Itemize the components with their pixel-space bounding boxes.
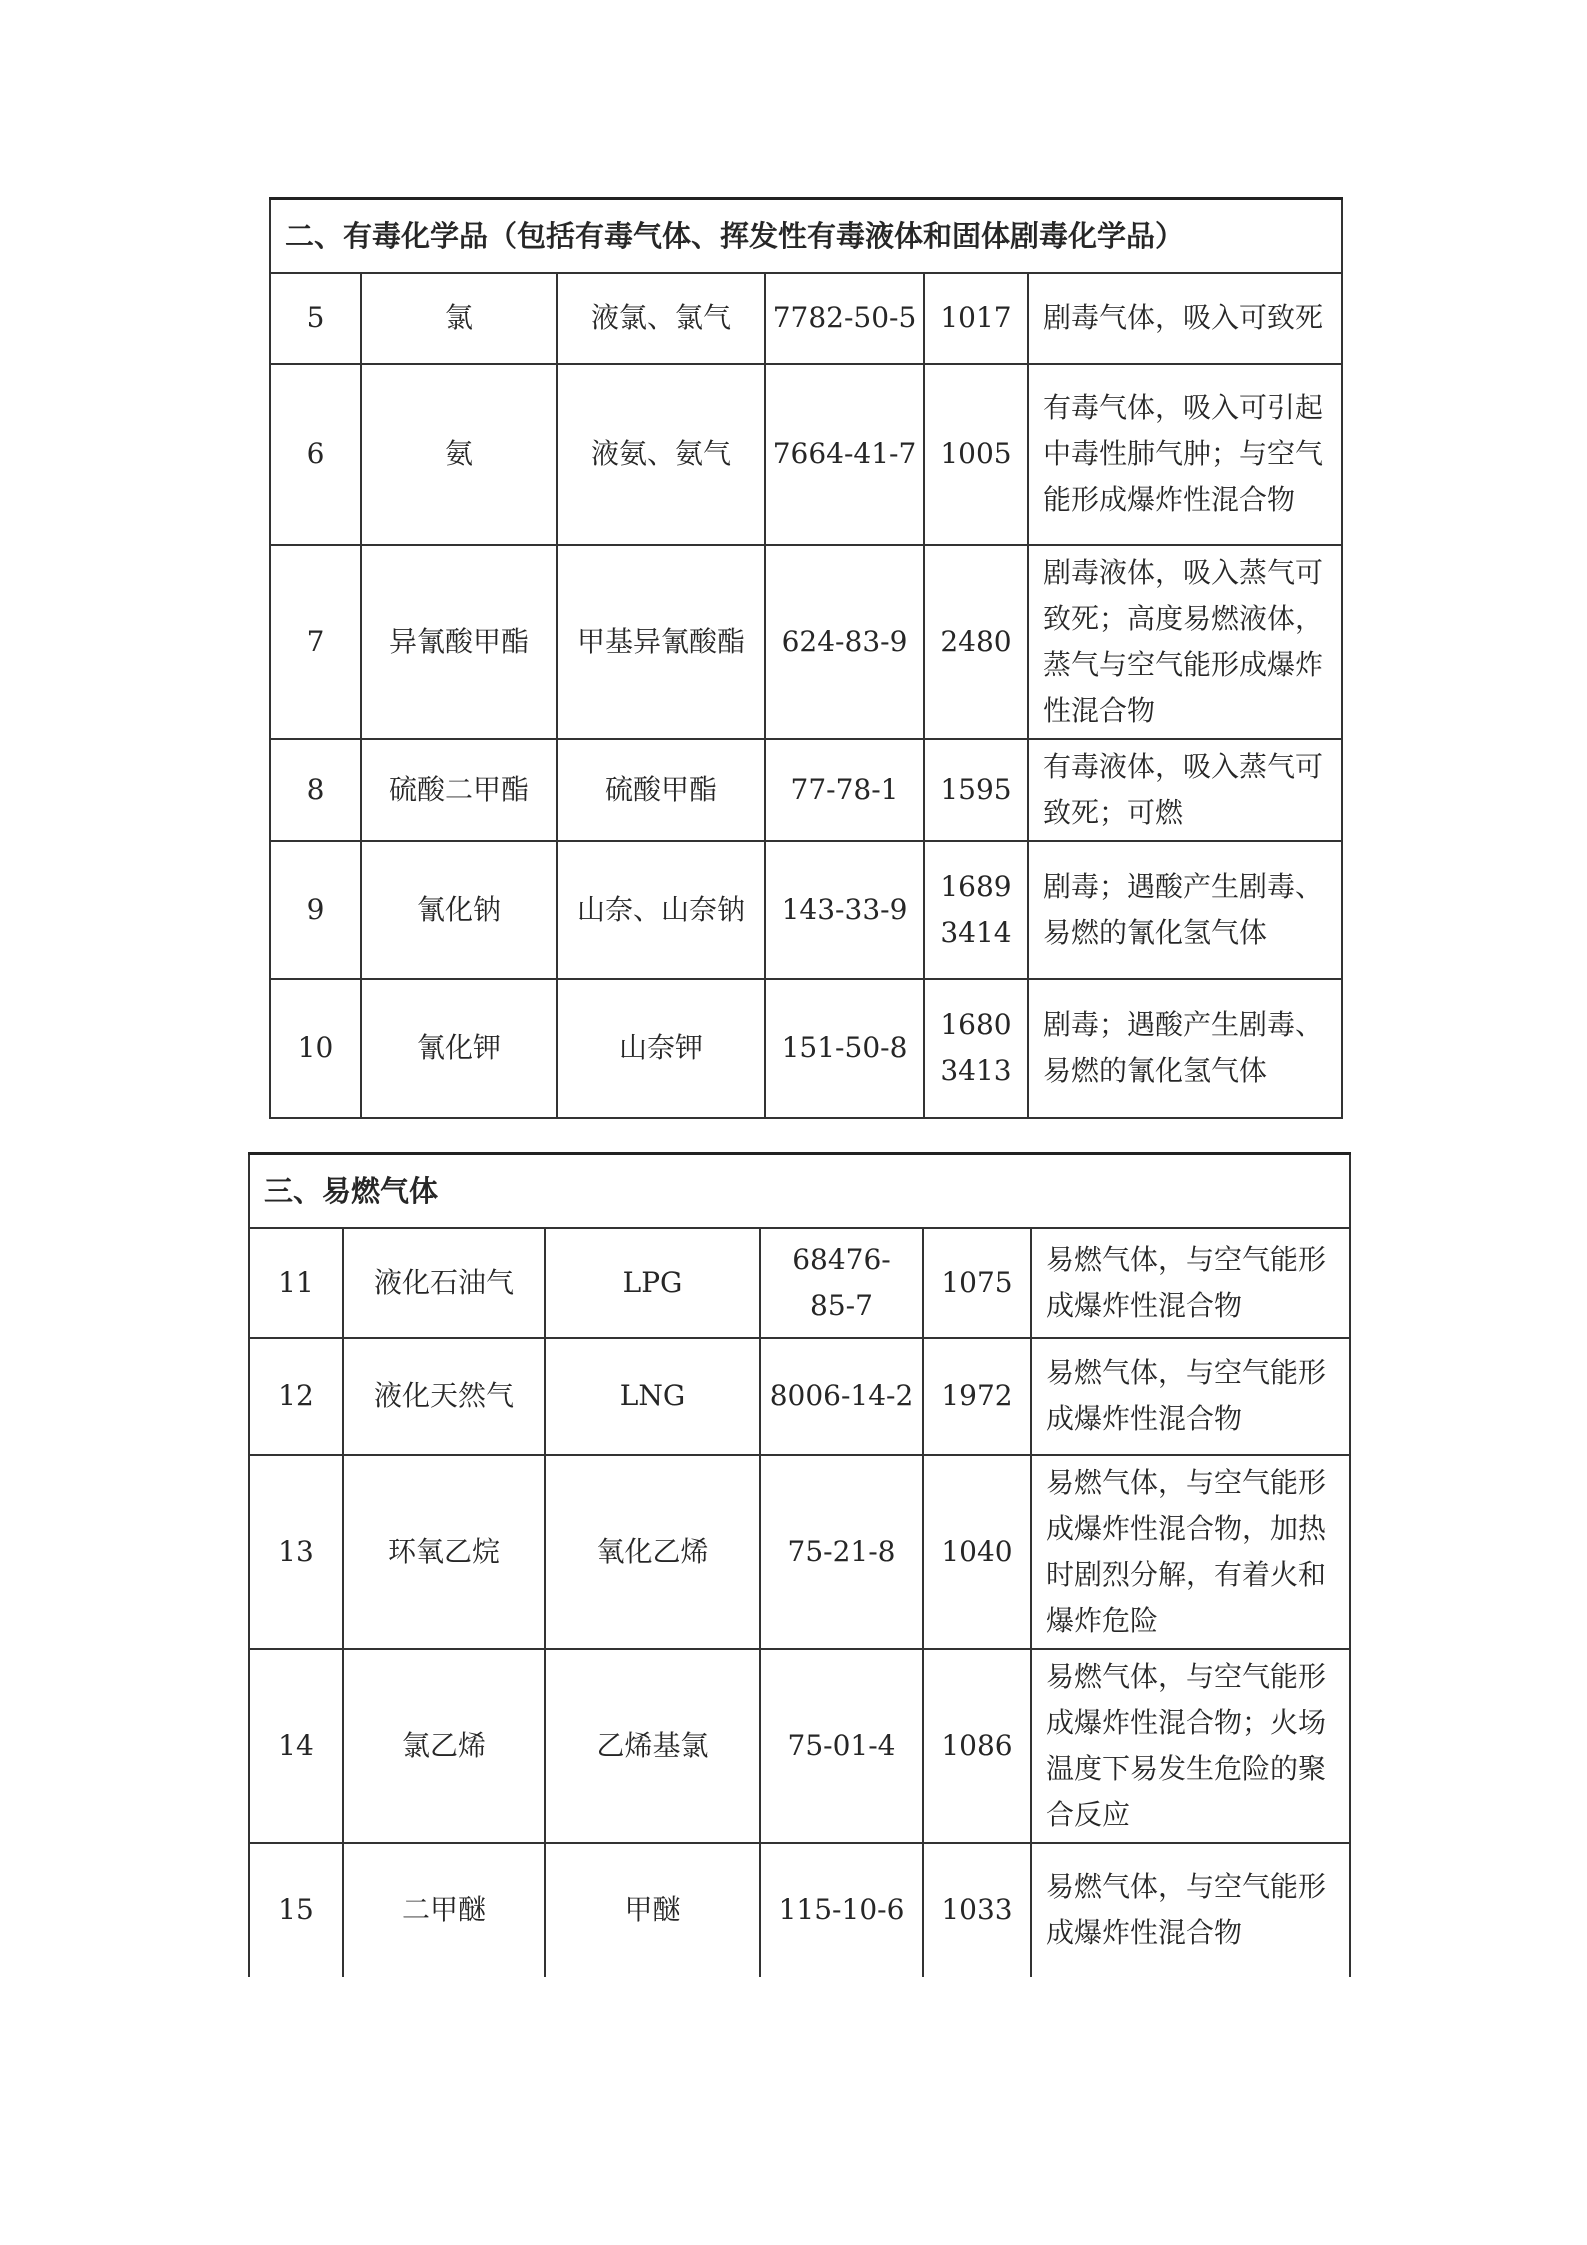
cas-number: 143-33-9 [765, 841, 924, 979]
row-number: 12 [249, 1338, 343, 1455]
section-title: 二、有毒化学品（包括有毒气体、挥发性有毒液体和固体剧毒化学品） [270, 199, 1342, 273]
row-number: 7 [270, 545, 361, 739]
un-number-value: 1972 [941, 1379, 1013, 1412]
hazard-description: 易燃气体，与空气能形成爆炸性混合物，加热时剧烈分解，有着火和爆炸危险 [1031, 1455, 1350, 1649]
hazard-description: 剧毒气体，吸入可致死 [1028, 273, 1342, 364]
chemical-name: 液化天然气 [343, 1338, 545, 1455]
chemical-name: 环氧乙烷 [343, 1455, 545, 1649]
un-number-value: 1040 [941, 1534, 1013, 1568]
un-number-value: 1680 [940, 1008, 1012, 1041]
cas-number: 75-21-8 [760, 1455, 923, 1649]
un-number-value: 3414 [940, 915, 1012, 949]
chemical-name: 氰化钾 [361, 979, 557, 1118]
row-number: 9 [270, 841, 361, 979]
row-number: 8 [270, 739, 361, 841]
row-number: 14 [249, 1649, 343, 1843]
toxic-chemicals-table [269, 197, 1343, 1119]
un-number [923, 1455, 1031, 1649]
un-number [924, 364, 1028, 545]
chemical-alias: 氧化乙烯 [545, 1455, 760, 1649]
un-number [923, 1843, 1031, 1977]
chemical-name: 硫酸二甲酯 [361, 739, 557, 841]
chemical-alias: 硫酸甲酯 [557, 739, 765, 841]
cas-number: 624-83-9 [765, 545, 924, 739]
chemical-alias: LPG [545, 1228, 760, 1338]
cas-number: 7664-41-7 [765, 364, 924, 545]
un-number-value: 1005 [940, 437, 1012, 470]
un-number-value: 1086 [941, 1728, 1013, 1762]
cas-number: 77-78-1 [765, 739, 924, 841]
un-number-value: 1595 [940, 772, 1012, 806]
un-number [924, 273, 1028, 364]
chemical-alias: LNG [545, 1338, 760, 1455]
table-row [270, 545, 1342, 739]
row-number: 15 [249, 1843, 343, 1977]
table-row [270, 364, 1342, 545]
row-number: 11 [249, 1228, 343, 1338]
table-row [249, 1228, 1350, 1338]
table-row [270, 979, 1342, 1118]
un-number-value: 1689 [940, 869, 1012, 903]
chemical-name: 氨 [361, 364, 557, 545]
hazard-description: 剧毒；遇酸产生剧毒、易燃的氰化氢气体 [1028, 979, 1342, 1118]
un-number-value: 1033 [941, 1893, 1013, 1926]
cas-number: 151-50-8 [765, 979, 924, 1118]
chemical-alias: 甲基异氰酸酯 [557, 545, 765, 739]
un-number [924, 979, 1028, 1118]
chemical-alias: 乙烯基氯 [545, 1649, 760, 1843]
cas-number: 68476-85-7 [760, 1228, 923, 1338]
chemical-alias: 山奈钾 [557, 979, 765, 1118]
un-number [923, 1649, 1031, 1843]
cas-number: 75-01-4 [760, 1649, 923, 1843]
cas-number: 115-10-6 [760, 1843, 923, 1977]
section-title: 三、易燃气体 [249, 1154, 1350, 1228]
table-row [270, 739, 1342, 841]
flammable-gases-table [248, 1152, 1351, 1977]
un-number [924, 545, 1028, 739]
chemical-name: 氰化钠 [361, 841, 557, 979]
table-row [249, 1843, 1350, 1977]
chemical-alias: 液氨、氨气 [557, 364, 765, 545]
section-header-row [270, 199, 1342, 273]
row-number: 13 [249, 1455, 343, 1649]
chemical-name: 二甲醚 [343, 1843, 545, 1977]
hazard-description: 易燃气体，与空气能形成爆炸性混合物；火场温度下易发生危险的聚合反应 [1031, 1649, 1350, 1843]
hazard-description: 剧毒；遇酸产生剧毒、易燃的氰化氢气体 [1028, 841, 1342, 979]
chemical-name: 氯乙烯 [343, 1649, 545, 1843]
row-number: 6 [270, 364, 361, 545]
section-header-row [249, 1154, 1350, 1228]
un-number [924, 739, 1028, 841]
table-row [270, 841, 1342, 979]
un-number [923, 1228, 1031, 1338]
chemical-name: 异氰酸甲酯 [361, 545, 557, 739]
table-row [249, 1455, 1350, 1649]
un-number [924, 841, 1028, 979]
chemical-alias: 液氯、氯气 [557, 273, 765, 364]
hazard-description: 剧毒液体，吸入蒸气可致死；高度易燃液体，蒸气与空气能形成爆炸性混合物 [1028, 545, 1342, 739]
un-number-value: 2480 [940, 624, 1012, 658]
hazard-description: 易燃气体，与空气能形成爆炸性混合物 [1031, 1843, 1350, 1977]
row-number: 10 [270, 979, 361, 1118]
cas-number: 7782-50-5 [765, 273, 924, 364]
cas-number: 8006-14-2 [760, 1338, 923, 1455]
table-row [249, 1338, 1350, 1455]
chemical-alias: 甲醚 [545, 1843, 760, 1977]
un-number-value: 3413 [940, 1054, 1012, 1087]
chemical-name: 液化石油气 [343, 1228, 545, 1338]
chemical-alias: 山奈、山奈钠 [557, 841, 765, 979]
un-number [923, 1338, 1031, 1455]
un-number-value: 1017 [940, 301, 1012, 334]
table-row [270, 273, 1342, 364]
hazard-description: 有毒液体，吸入蒸气可致死；可燃 [1028, 739, 1342, 841]
row-number: 5 [270, 273, 361, 364]
hazard-description: 有毒气体，吸入可引起中毒性肺气肿；与空气能形成爆炸性混合物 [1028, 364, 1342, 545]
un-number-value: 1075 [941, 1265, 1013, 1299]
chemical-name: 氯 [361, 273, 557, 364]
hazard-description: 易燃气体，与空气能形成爆炸性混合物 [1031, 1228, 1350, 1338]
table-row [249, 1649, 1350, 1843]
hazard-description: 易燃气体，与空气能形成爆炸性混合物 [1031, 1338, 1350, 1455]
